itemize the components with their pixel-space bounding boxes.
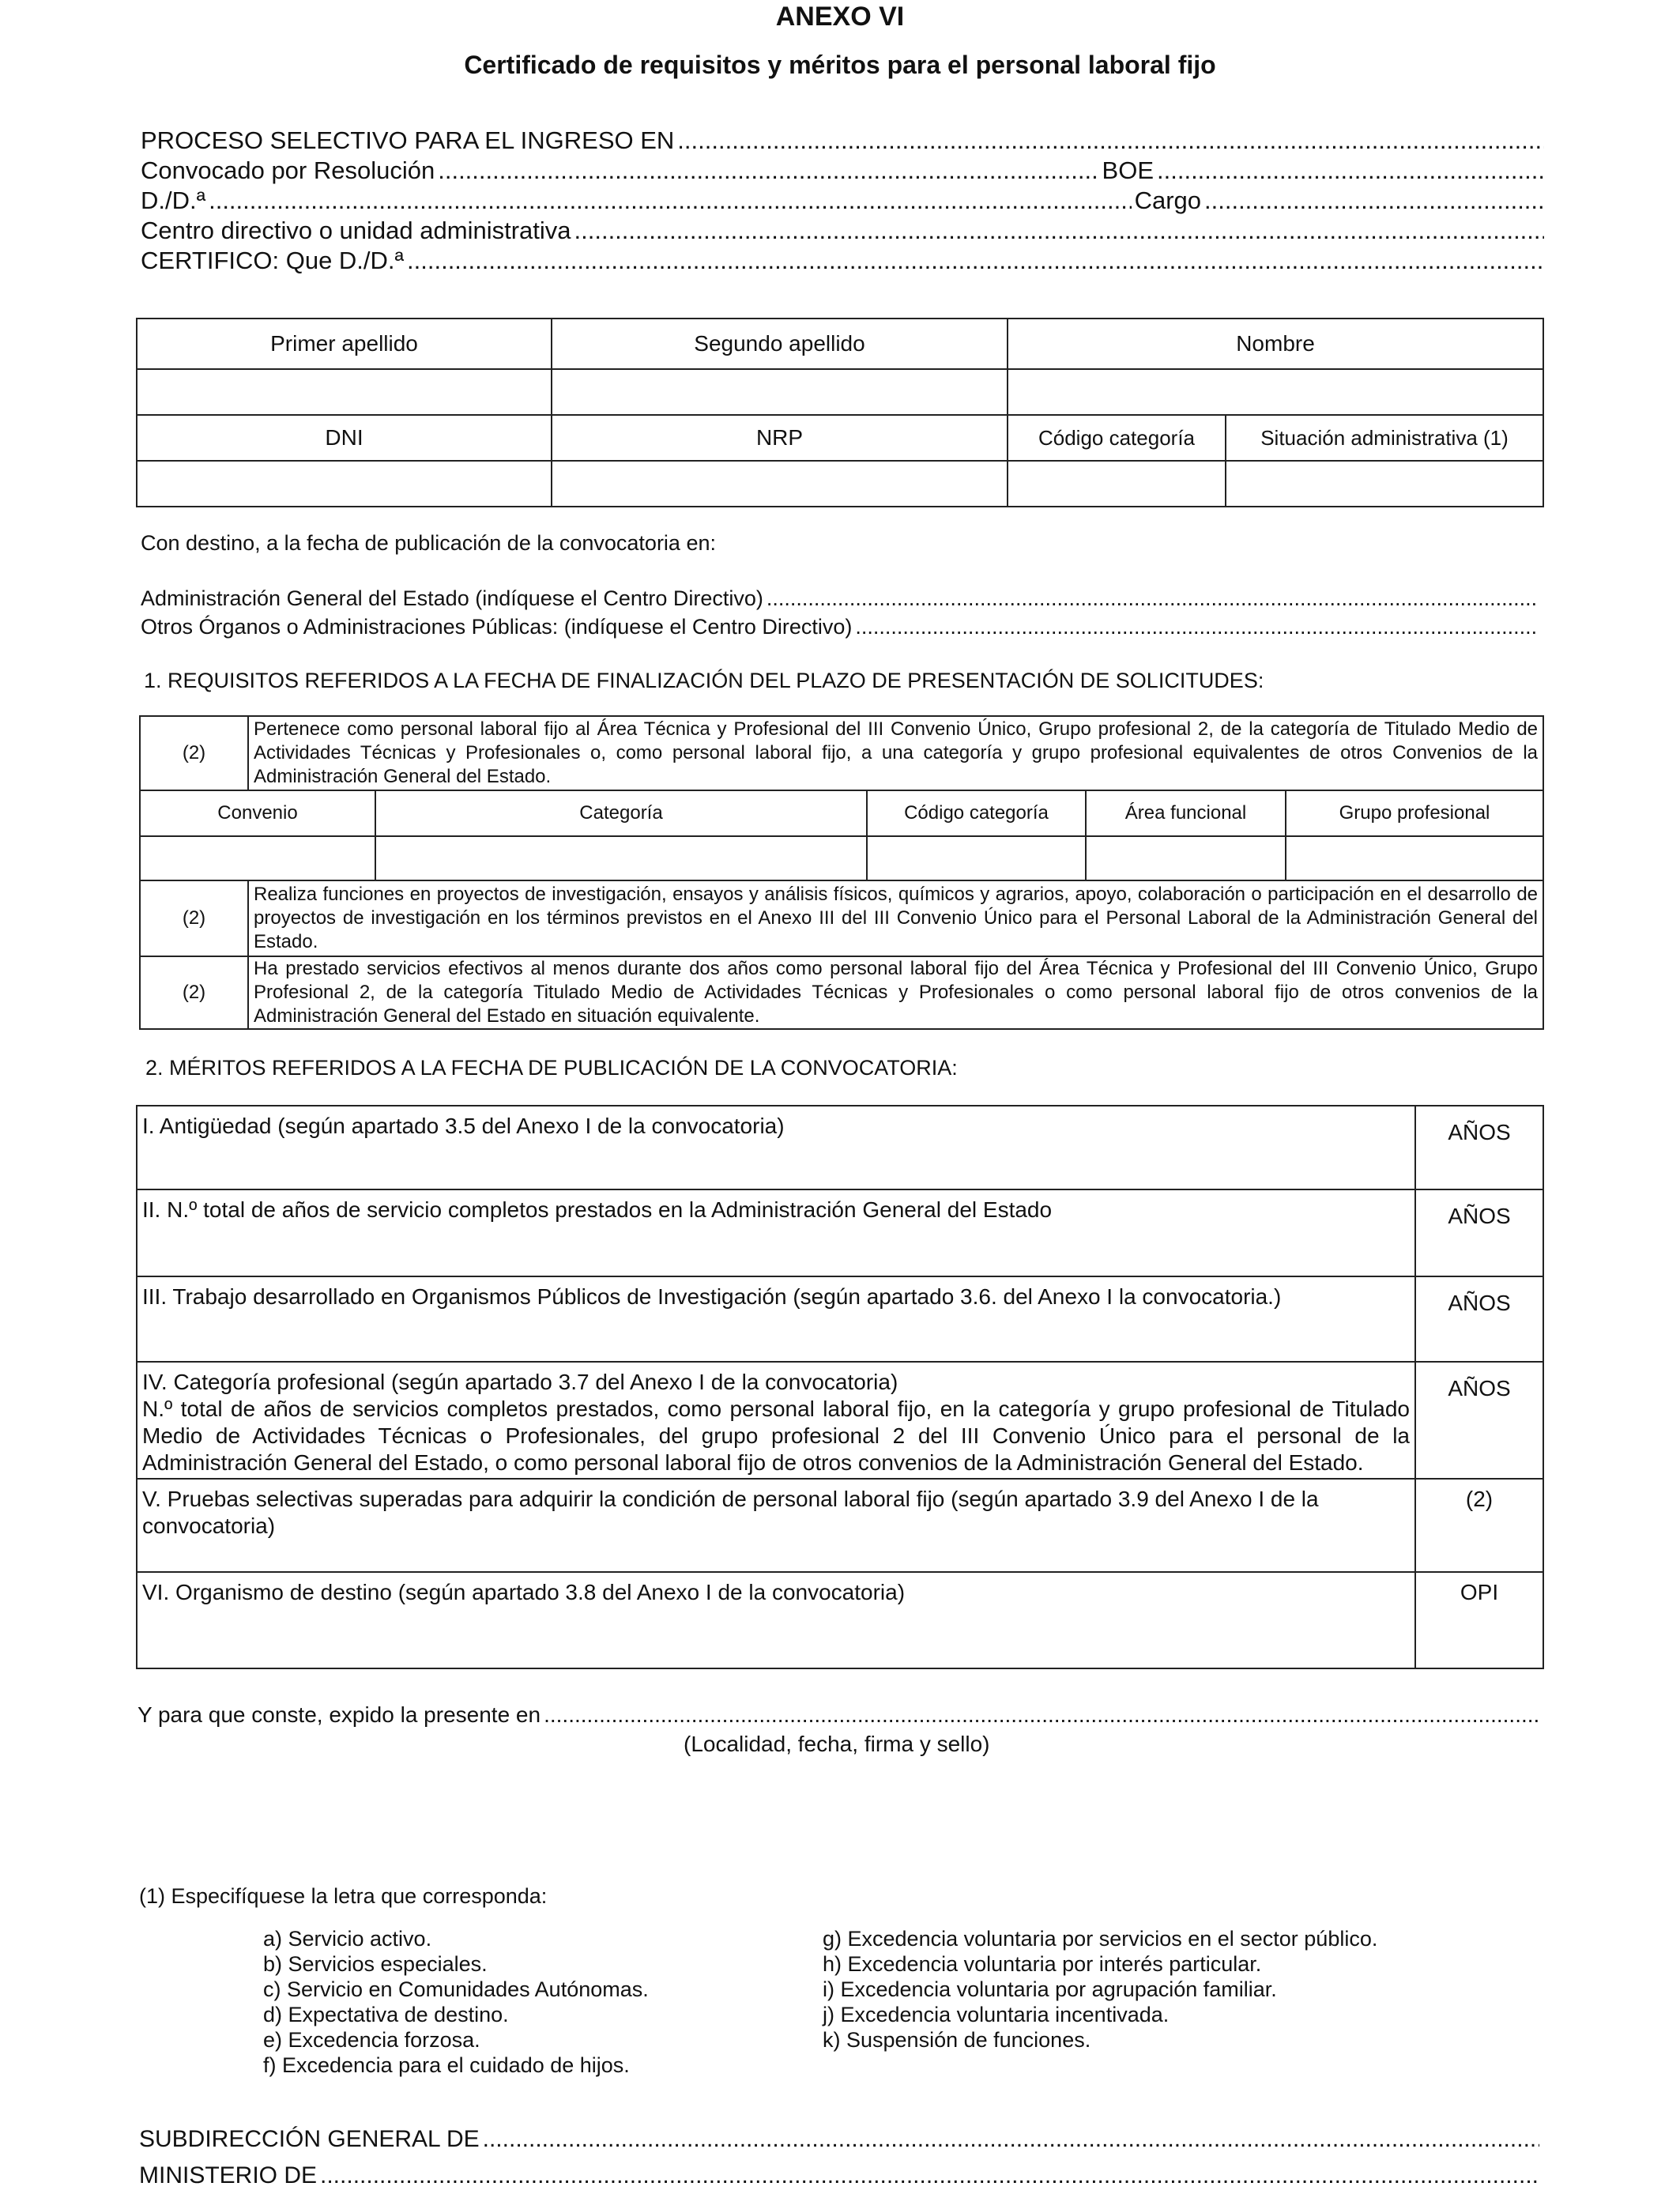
req1-text: Pertenece como personal laboral fijo al Área Técnica y Profesional del III Convenio Único, Grupo profesional 2, de la categoría de Titulado Medio de Actividades Técnicas y Profesionales o, como personal laboral fijo, a una categoría y grupo profesional equivalentes de otros Convenios de la Administración General del Estado. [248, 716, 1543, 790]
boe-field[interactable] [1157, 156, 1544, 185]
codigo-field[interactable] [867, 836, 1086, 880]
req2-text: Realiza funciones en proyectos de investigación, ensayos y análisis físicos, químicos y agrarios, apoyo, colaboración o participación en el desarrollo de proyectos de investigación en los términos previstos en el Anexo III del III Convenio Único para el Personal Laboral de la Administración General del Estado. [248, 880, 1543, 956]
destino-intro: Con destino, a la fecha de publicación de la convocatoria en: [141, 531, 716, 555]
header-primer-apellido: Primer apellido [137, 319, 552, 369]
list-item: k) Suspensión de funciones. [823, 2028, 1091, 2052]
certifico-label: CERTIFICO: Que D./D.ª [141, 247, 405, 274]
convenio-field[interactable] [140, 836, 375, 880]
footnote-title: (1) Especifíquese la letra que corresponda: [139, 1884, 548, 1908]
header-nombre: Nombre [1008, 319, 1543, 369]
list-item: j) Excedencia voluntaria incentivada. [823, 2003, 1170, 2026]
dni-field[interactable] [137, 461, 552, 507]
header-codigo-categoria: Código categoría [1008, 415, 1226, 461]
list-item: c) Servicio en Comunidades Autónomas. [263, 1977, 649, 2001]
area-field[interactable] [1086, 836, 1286, 880]
cargo-label: Cargo [1134, 187, 1201, 214]
header-segundo-apellido: Segundo apellido [552, 319, 1008, 369]
dd-label: D./D.ª [141, 187, 206, 214]
list-item: e) Excedencia forzosa. [263, 2028, 480, 2052]
nrp-field[interactable] [552, 461, 1008, 507]
col-grupo-profesional: Grupo profesional [1286, 790, 1543, 836]
closing-field[interactable] [544, 1702, 1539, 1728]
merit-unit[interactable]: OPI [1415, 1572, 1543, 1668]
centro-line [141, 217, 1547, 248]
merit-text: I. Antigüedad (según apartado 3.5 del Anexo I de la convocatoria) [137, 1106, 1415, 1189]
grupo-field[interactable] [1286, 836, 1543, 880]
proceso-field[interactable] [677, 126, 1544, 155]
merit-text: V. Pruebas selectivas superadas para adquirir la condición de personal laboral fijo (según apartado 3.9 del Anexo I de la convocatoria) [137, 1479, 1415, 1572]
header-dni: DNI [137, 415, 552, 461]
closing-caption: (Localidad, fecha, firma y sello) [684, 1732, 990, 1756]
page-title: Certificado de requisitos y méritos para el personal laboral fijo [464, 51, 1216, 79]
list-item: a) Servicio activo. [263, 1927, 432, 1951]
section1-heading: 1. REQUISITOS REFERIDOS A LA FECHA DE FINALIZACIÓN DEL PLAZO DE PRESENTACIÓN DE SOLICITUDES: [144, 669, 1264, 692]
merit-unit[interactable]: AÑOS [1415, 1362, 1543, 1479]
centro-label: Centro directivo o unidad administrativa [141, 217, 571, 244]
destino-otros-label: Otros Órganos o Administraciones Públicas: (indíquese el Centro Directivo) [141, 615, 853, 639]
merit-text-block [137, 1362, 1415, 1479]
req1-mark: (2) [140, 716, 248, 790]
dd-line [141, 187, 1547, 218]
merit-unit[interactable]: AÑOS [1415, 1189, 1543, 1276]
merit-unit[interactable]: (2) [1415, 1479, 1543, 1572]
convocado-label: Convocado por Resolución [141, 156, 435, 184]
footnote-right-list [823, 1927, 1377, 2053]
dd-field[interactable] [209, 187, 1131, 215]
certifico-field[interactable] [407, 247, 1544, 275]
codigo-categoria-field[interactable] [1008, 461, 1226, 507]
destino-age-field[interactable] [767, 586, 1538, 611]
subdireccion-label: SUBDIRECCIÓN GENERAL DE [139, 2126, 480, 2152]
certifico-line [141, 247, 1547, 278]
ministerio-line [139, 2162, 1543, 2194]
merit-row [137, 1189, 1543, 1276]
meritos-table [136, 1105, 1544, 1669]
proceso-label: PROCESO SELECTIVO PARA EL INGRESO EN [141, 126, 675, 154]
ministerio-label: MINISTERIO DE [139, 2162, 318, 2188]
merit-row [137, 1362, 1543, 1479]
list-item: b) Servicios especiales. [263, 1952, 488, 1976]
merit-text: VI. Organismo de destino (según apartado 3.8 del Anexo I de la convocatoria) [137, 1572, 1415, 1668]
centro-field[interactable] [574, 217, 1545, 245]
ministerio-field[interactable] [320, 2162, 1539, 2189]
categoria-field[interactable] [375, 836, 867, 880]
destino-otros-line [141, 615, 1541, 647]
col-area-funcional: Área funcional [1086, 790, 1286, 836]
merit-text: IV. Categoría profesional (según apartado 3.7 del Anexo I de la convocatoria) [142, 1370, 898, 1394]
footnote-left-list [263, 1927, 649, 2079]
destino-age-line [141, 586, 1541, 618]
merit-unit[interactable]: AÑOS [1415, 1106, 1543, 1189]
merit-row [137, 1572, 1543, 1668]
header-situacion-administrativa: Situación administrativa (1) [1226, 415, 1543, 461]
list-item: h) Excedencia voluntaria por interés particular. [823, 1952, 1262, 1976]
req3-mark: (2) [140, 956, 248, 1029]
annex-title: ANEXO VI [775, 2, 905, 32]
closing-line [137, 1702, 1543, 1734]
segundo-apellido-field[interactable] [552, 369, 1008, 415]
section2-heading: 2. MÉRITOS REFERIDOS A LA FECHA DE PUBLICACIÓN DE LA CONVOCATORIA: [145, 1056, 958, 1080]
col-categoria: Categoría [375, 790, 867, 836]
merit-text: II. N.º total de años de servicio completos prestados en la Administración General del Estado [137, 1189, 1415, 1276]
primer-apellido-field[interactable] [137, 369, 552, 415]
merit-unit[interactable]: AÑOS [1415, 1276, 1543, 1362]
requisitos-table [139, 715, 1544, 1030]
situacion-field[interactable] [1226, 461, 1543, 507]
list-item: f) Excedencia para el cuidado de hijos. [263, 2053, 630, 2077]
merit-text-detail: N.º total de años de servicios completos prestados, como personal laboral fijo, en la categoría y grupo profesional de Titulado Medio de Actividades Técnicas o Profesionales, del grupo profesional 2 del III Convenio Único para el personal de la Administración General del Estado, o como personal laboral fijo de otros convenios de la Administración General del Estado. [142, 1397, 1410, 1475]
list-item: i) Excedencia voluntaria por agrupación familiar. [823, 1977, 1277, 2001]
person-table [136, 318, 1544, 507]
list-item: d) Expectativa de destino. [263, 2003, 509, 2026]
destino-age-label: Administración General del Estado (indíquese el Centro Directivo) [141, 586, 763, 610]
proceso-line [141, 126, 1547, 158]
req3-text: Ha prestado servicios efectivos al menos durante dos años como personal laboral fijo del Área Técnica y Profesional del III Convenio Único, Grupo Profesional 2, de la categoría Titulado Medio de Actividades Técnicas y Profesionales o como personal laboral fijo de otros convenios de la Administración General del Estado en situación equivalente. [248, 956, 1543, 1029]
subdireccion-field[interactable] [483, 2126, 1539, 2153]
req2-mark: (2) [140, 880, 248, 956]
merit-row [137, 1276, 1543, 1362]
nombre-field[interactable] [1008, 369, 1543, 415]
header-nrp: NRP [552, 415, 1008, 461]
list-item: g) Excedencia voluntaria por servicios en el sector público. [823, 1927, 1378, 1951]
cargo-field[interactable] [1204, 187, 1544, 215]
destino-otros-field[interactable] [855, 615, 1538, 639]
boe-label: BOE [1102, 156, 1154, 184]
subdireccion-line [139, 2126, 1543, 2158]
merit-row [137, 1479, 1543, 1572]
resolucion-field[interactable] [438, 156, 1098, 185]
closing-label: Y para que conste, expido la presente en [137, 1702, 541, 1727]
col-codigo-categoria: Código categoría [867, 790, 1086, 836]
merit-text: III. Trabajo desarrollado en Organismos Públicos de Investigación (según apartado 3.6. del Anexo I la convocatoria.) [137, 1276, 1415, 1362]
merit-row [137, 1106, 1543, 1189]
col-convenio: Convenio [140, 790, 375, 836]
convocado-line [141, 156, 1547, 188]
